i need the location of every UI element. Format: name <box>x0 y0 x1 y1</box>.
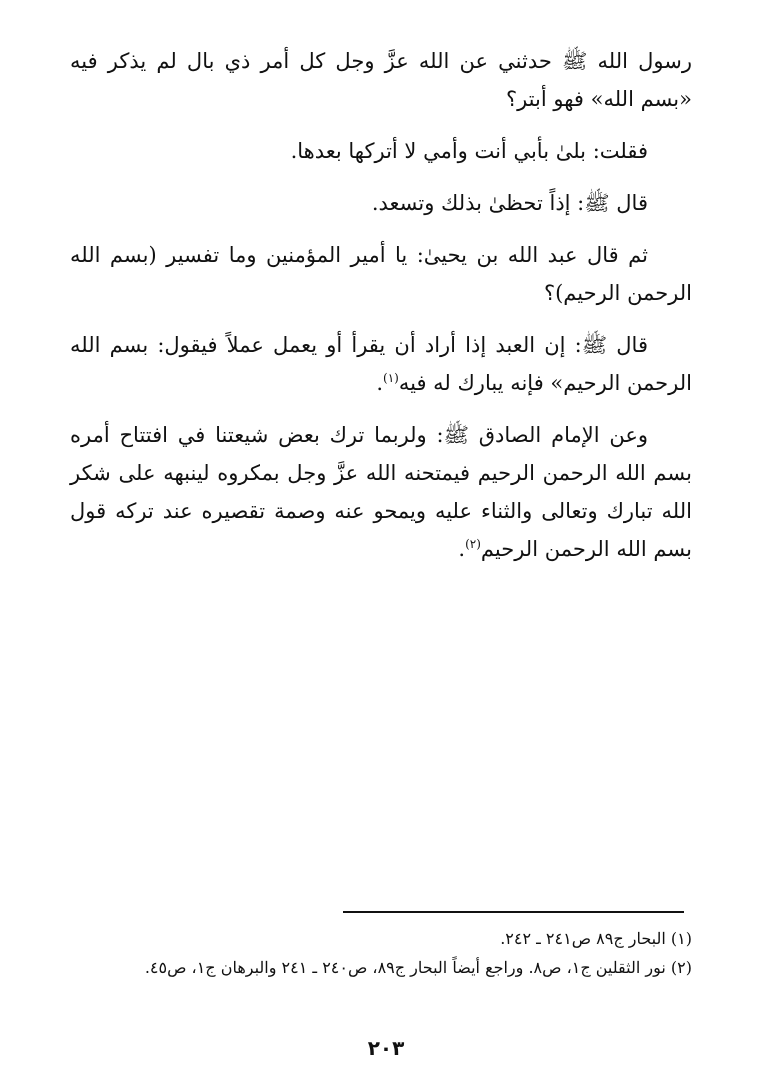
paragraph-5-text: قال ﷺ: إن العبد إذا أراد أن يقرأ أو يعمل عملاً فيقول: بسم الله الرحمن الرحيم» فإنه يبارك له فيه <box>70 333 692 395</box>
paragraph-4 <box>70 236 692 312</box>
page-number: ٢٠٣ <box>367 1036 405 1060</box>
footnote-ref-2: (٢) <box>465 537 481 551</box>
footnote-ref-1: (١) <box>383 371 399 385</box>
footnote-1: (١) البحار ج٨٩ ص٢٤١ ـ ٢٤٢. <box>500 929 692 948</box>
footnote-divider <box>343 911 684 913</box>
paragraph-6 <box>70 416 692 568</box>
paragraph-3 <box>70 184 692 222</box>
footnotes <box>70 925 692 983</box>
paragraph-4-text: ثم قال عبد الله بن يحيىٰ: يا أمير المؤمنين وما تفسير (بسم الله الرحمن الرحيم)؟ <box>70 243 692 305</box>
paragraph-1 <box>70 42 692 118</box>
paragraph-5 <box>70 326 692 402</box>
footnote-2: (٢) نور الثقلين ج١، ص٨. وراجع أيضاً البحار ج٨٩، ص٢٤٠ ـ ٢٤١ والبرهان ج١، ص٤٥. <box>144 958 692 977</box>
paragraph-6-text: وعن الإمام الصادق ﷺ: ولربما ترك بعض شيعتنا في افتتاح أمره بسم الله الرحمن الرحيم فيمتحنه الله عزَّ وجل بمكروه لينبهه على شكر الله تبارك وتعالى والثناء عليه ويمحو عنه وصمة تقصيره عند تركه قول بسم الله الرحمن الرحيم <box>70 423 692 561</box>
main-text <box>70 42 692 582</box>
paragraph-3-text: قال ﷺ: إذاً تحظىٰ بذلك وتسعد. <box>371 191 648 215</box>
paragraph-6-end: . <box>458 537 466 561</box>
paragraph-5-end: . <box>376 371 384 395</box>
paragraph-2-text: فقلت: بلىٰ بأبي أنت وأمي لا أتركها بعدها. <box>290 139 648 163</box>
paragraph-1-text: رسول الله ﷺ حدثني عن الله عزَّ وجل كل أمر ذي بال لم يذكر فيه «بسم الله» فهو أبتر؟ <box>70 49 692 111</box>
paragraph-2 <box>70 132 692 170</box>
